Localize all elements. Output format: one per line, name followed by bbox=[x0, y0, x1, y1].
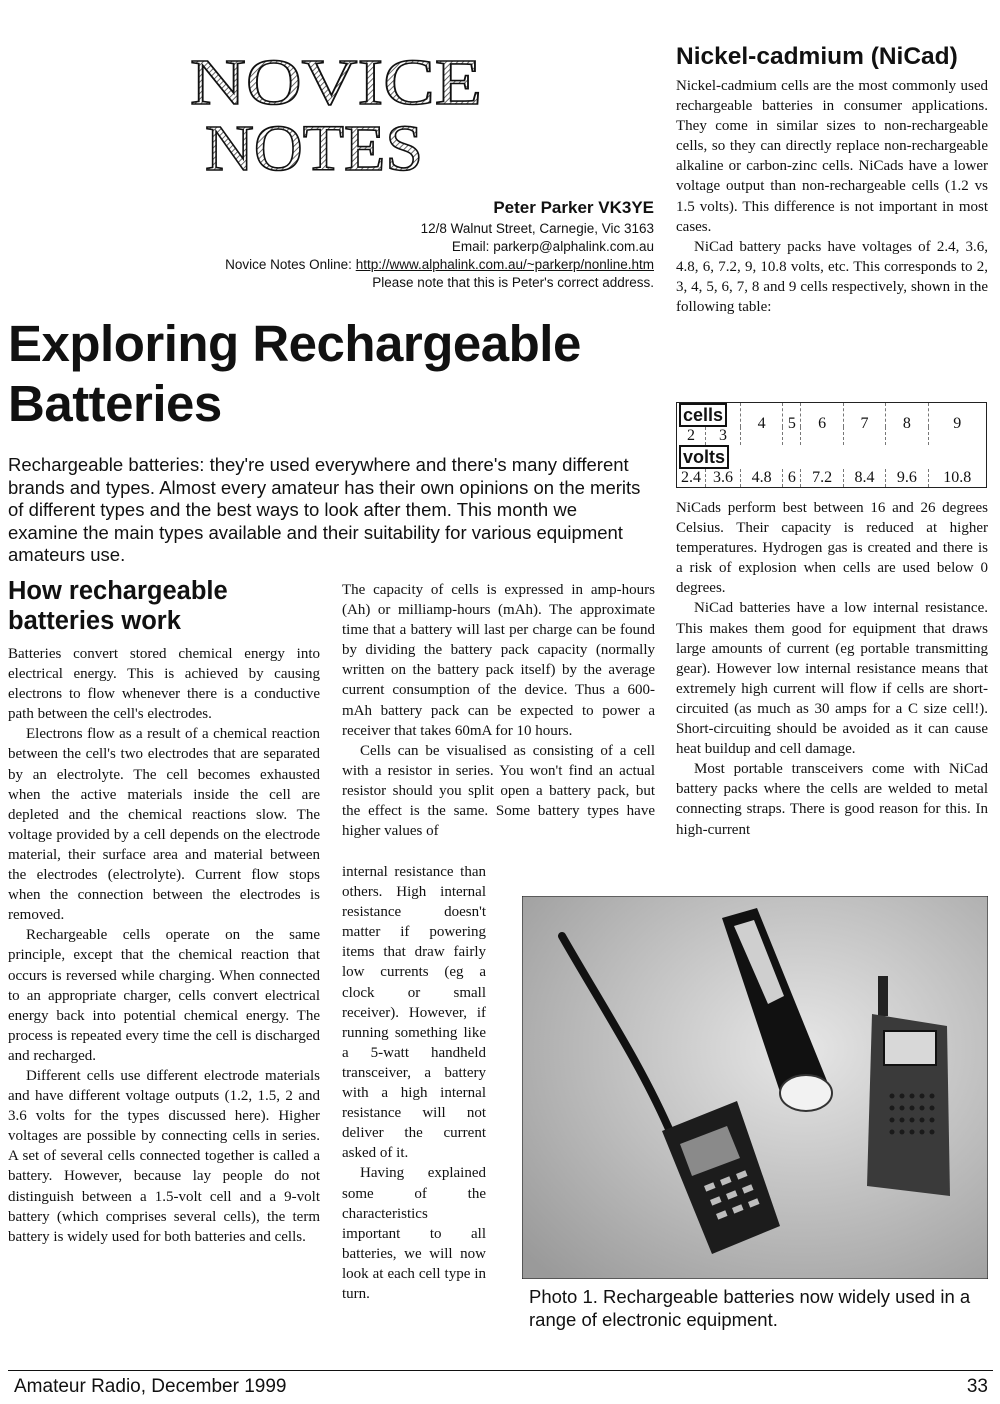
paragraph: Different cells use different electrode materials and have different voltage outputs (1.2, 1.5, 2 and 3.6 volts for the types discussed here). Higher voltages are possible by connecting cells in series. A set of several cells connected together is called a battery. However, because lay people do not distinguish between a 1.5-volt cell and a 9-volt battery (which comprises several cells), the term battery is widely used for both batteries and cells. bbox=[8, 1067, 320, 1245]
table-cell: 3.6 bbox=[706, 469, 741, 488]
table-cell: 6 bbox=[801, 403, 843, 446]
paragraph: NiCad batteries have a low internal resistance. This makes them good for equipment that draws large amounts of current (eg portable transmitting gear). However low internal resistance means that extremely high current will flow if cells are short-circuited (as much as 30 amps for a C size cell!). Short-circuiting should be avoided as it can cause heat buildup and cell damage. bbox=[676, 600, 988, 758]
online-label: Novice Notes Online: bbox=[225, 257, 352, 272]
table-cell: 7 bbox=[843, 403, 885, 446]
paragraph: internal resistance than others. High internal resistance doesn't matter if powering items that draw fairly low currents (eg a clock or small receiver). However, if running something like a 5-watt handheld transceiver, a battery with a high internal resistance will not deliver the current asked of it. bbox=[342, 864, 486, 1162]
column-1 bbox=[8, 576, 320, 1247]
table-cell: 4 bbox=[741, 403, 783, 446]
logo-line-notes: NOTES bbox=[205, 112, 423, 176]
footer-divider bbox=[8, 1370, 993, 1371]
paragraph: The capacity of cells is expressed in amp-hours (Ah) or milliamp-hours (mAh). The approximate time that a battery will last per charge can be found by dividing the battery pack capacity (normally written on the battery pack itself) by the average current consumption of the device. Thus a 600-mAh battery pack can be expected to power a receiver that takes 60mA for 10 hours. bbox=[342, 582, 655, 739]
table-cell: 6 bbox=[783, 469, 801, 488]
author-address: 12/8 Walnut Street, Carnegie, Vic 3163 bbox=[420, 221, 654, 236]
photo-rechargeable-equipment bbox=[522, 896, 988, 1279]
column-2-narrow bbox=[342, 862, 486, 1304]
article-intro: Rechargeable batteries: they're used everywhere and there's many different brands and types. Almost every amateur has their own opinions on the merits of different types and the best ways to look after them. This month we examine the main types available and their suitability for various equipment amateurs use. bbox=[8, 454, 641, 565]
online-link[interactable]: http://www.alphalink.com.au/~parkerp/nonline.htm bbox=[355, 257, 654, 272]
logo-line-novice: NOVICE bbox=[190, 48, 482, 119]
cells-volts-table bbox=[676, 402, 987, 488]
article-title: Exploring Rechargeable Batteries bbox=[8, 315, 581, 432]
volts-label-row bbox=[677, 445, 987, 469]
paragraph: NiCads perform best between 16 and 26 degrees Celsius. Their capacity is reduced at higher temperatures. Hydrogen gas is created and there is a risk of explosion when cells are used below 0 degrees. bbox=[676, 500, 988, 597]
table-cell: 3 bbox=[706, 427, 741, 445]
table-cell: 8.4 bbox=[843, 469, 885, 488]
paragraph: Rechargeable cells operate on the same principle, except that the chemical reaction that occurs is reversed while charging. When connected to an appropriate charger, cells convert electrical energy back into potential chemical energy. The process is repeated every time the cell is discharged and recharged. bbox=[8, 927, 320, 1064]
cells-label: cells bbox=[679, 403, 727, 427]
table-cell: 2 bbox=[687, 427, 695, 444]
table-cell: 4.8 bbox=[741, 469, 783, 488]
cells-label-row bbox=[677, 403, 987, 428]
section-heading-nicad: Nickel-cadmium (NiCad) bbox=[676, 43, 958, 70]
table-cell: 10.8 bbox=[928, 469, 986, 488]
table-cell: 9.6 bbox=[886, 469, 928, 488]
footer-publication: Amateur Radio, December 1999 bbox=[14, 1376, 287, 1397]
paragraph: Having explained some of the characteristics important to all batteries, we will now look at each cell type in turn. bbox=[342, 1165, 486, 1302]
column-2 bbox=[342, 580, 655, 841]
photo-caption: Photo 1. Rechargeable batteries now widely used in a range of electronic equipment. bbox=[529, 1286, 971, 1330]
byline bbox=[140, 196, 654, 292]
footer-page-number: 33 bbox=[966, 1376, 988, 1397]
address-note: Please note that this is Peter's correct address. bbox=[372, 275, 654, 290]
paragraph: Nickel-cadmium cells are the most commonly used rechargeable batteries in consumer applications. They come in similar sizes to non-rechargeable cells, so they can directly replace non-rechargeable alkaline or carbon-zinc cells. NiCads have a lower voltage output than non-rechargeable cells (1.2 vs 1.5 volts). This difference is not important in most cases. bbox=[676, 78, 988, 235]
paragraph: Batteries convert stored chemical energy into electrical energy. This is achieved by causing electrons to flow whenever there is a conductive path between the cell's electrodes. bbox=[8, 646, 320, 723]
paragraph: Most portable transceivers come with NiCad battery packs where the cells are welded to metal connecting straps. There is good reason for this. In high-current bbox=[676, 761, 988, 838]
volts-label-cell bbox=[677, 445, 987, 469]
table-cell: 8 bbox=[886, 403, 928, 446]
section-heading-how-batteries-work: How rechargeable batteries work bbox=[8, 577, 228, 635]
volts-label: volts bbox=[679, 445, 729, 469]
paragraph: Electrons flow as a result of a chemical reaction between the cell's two electrodes that are separated by an electrolyte. The cell becomes exhausted when the active materials inside the cell are depleted and the chemical reactions slow. The voltage provided by a cell depends on the electrode material, their surface area and material between the electrodes (electrolyte). Current flow stops when the connection between the electrodes is removed. bbox=[8, 726, 320, 924]
table-cell: 9 bbox=[928, 403, 986, 446]
cells-label-cell bbox=[677, 403, 741, 428]
email-value: parkerp@alphalink.com.au bbox=[493, 239, 654, 254]
table-cell: 2.4 bbox=[681, 469, 701, 486]
novice-notes-logo bbox=[188, 48, 488, 176]
paragraph: NiCad battery packs have voltages of 2.4, 3.6, 4.8, 6, 7.2, 9, 10.8 volts, etc. This corresponds to 2, 3, 4, 5, 6, 7, 8 and 9 cells respectively, shown in the following table: bbox=[676, 238, 988, 316]
table-cell: 5 bbox=[783, 403, 801, 446]
volts-values-row bbox=[677, 469, 987, 488]
author-name: Peter Parker VK3YE bbox=[493, 198, 654, 217]
column-3 bbox=[676, 42, 988, 317]
paragraph: Cells can be visualised as consisting of a cell with a resistor in series. You won't find an actual resistor should you split open a battery pack, but the effect is the same. Some battery types have higher values of bbox=[342, 742, 655, 840]
author-email bbox=[140, 238, 654, 256]
column-3-continued bbox=[676, 498, 988, 840]
table-cell: 7.2 bbox=[801, 469, 843, 488]
email-label: Email: bbox=[451, 239, 490, 254]
online-line bbox=[140, 256, 654, 274]
